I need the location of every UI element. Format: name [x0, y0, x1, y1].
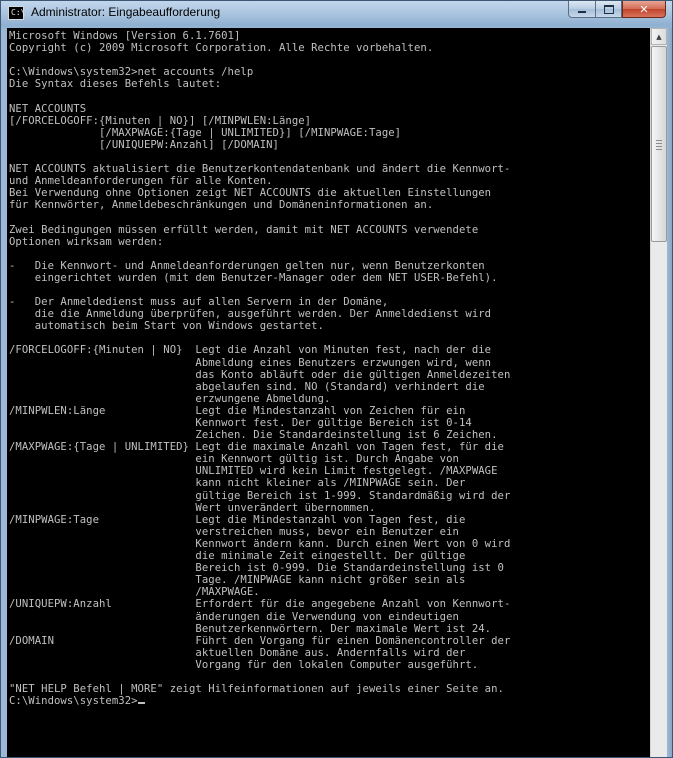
console-output: Microsoft Windows [Version 6.1.7601] Copyright (c) 2009 Microsoft Corporation. Alle Rechte vorbehalten. C:\Windows\system32>net accounts /help Die Syntax dieses Befehls lautet: NET ACCOUNTS [/FORCELOGOFF:{Minuten | NO}] [/MINPWLEN:Länge] [/MAXPWAGE:{Tage | UNLIMITED}] [/MINPWAGE:Tage] [/UNIQUEPW:Anzahl] [/DOMAIN] NET ACCOUNTS aktualisiert die Benutzerkontendatenbank und ändert die Kennwort- und Anmeldeanforderungen für alle Konten. Bei Verwendung ohne Optionen zeigt NET ACCOUNTS die aktuellen Einstellungen für Kennwörter, Anmeldebeschränkungen und Domäneninformationen an. Zwei Bedingungen müssen erfüllt werden, damit mit NET ACCOUNTS verwendete Optionen wirksam werden: - Die Kennwort- und Anmeldeanforderungen gelten nur, wenn Benutzerkonten eingerichtet wurden (mit dem Benutzer-Manager oder dem NET USER-Befehl). - Der Anmeldedienst muss auf allen Servern in der Domäne, die die Anmeldung überprüfen, ausgeführt werden. Der Anmeldedienst wird automatisch beim Start von Windows gestartet. /FORCELOGOFF:{Minuten | NO} Legt die Anzahl von Minuten fest, nach der die Abmeldung eines Benutzers erzwungen wird, wenn das Konto abläuft oder die gültigen Anmeldezeiten abgelaufen sind. NO (Standard) verhindert die erzwungene Abmeldung. /MINPWLEN:Länge Legt die Mindestanzahl von Zeichen für ein Kennwort fest. Der gültige Bereich ist 0-14 Zeichen. Die Standardeinstellung ist 6 Zeichen. /MAXPWAGE:{Tage | UNLIMITED} Legt die maximale Anzahl von Tagen fest, für die ein Kennwort gültig ist. Durch Angabe von UNLIMITED wird kein Limit festgelegt. /MAXPWAGE kann nicht kleiner als /MINPWAGE sein. Der gültige Bereich ist 1-999. Standardmäßig wird der Wert unverändert übernommen. /MINPWAGE:Tage Legt die Mindestanzahl von Tagen fest, die verstreichen muss, bevor ein Benutzer ein Kennwort ändern kann. Durch einen Wert von 0 wird die minimale Zeit eingestellt. Der gültige Bereich ist 0-999. Die Standardeinstellung ist 0 Tage. /MINPWAGE kann nicht größer sein als /MAXPWAGE. /UNIQUEPW:Anzahl Erfordert für die angegebene Anzahl von Kennwort- änderungen die Verwendung von eindeutigen Benutzerkennwörtern. Der maximale Wert ist 24. /DOMAIN Führt den Vorgang für einen Domänencontroller der aktuellen Domäne aus. Andernfalls wird der Vorgang für den lokalen Computer ausgeführt. "NET HELP Befehl | MORE" zeigt Hilfeinformationen auf jeweils einer Seite an.	[9, 30, 511, 696]
command-prompt: C:\Windows\system32>	[9, 695, 138, 708]
maximize-button[interactable]	[595, 1, 622, 18]
console-output-area[interactable]	[7, 28, 650, 758]
window-controls	[568, 1, 666, 19]
cmd-icon[interactable]	[8, 6, 24, 20]
scroll-up-arrow-icon: ▲	[656, 32, 662, 41]
title-bar[interactable]	[1, 1, 672, 29]
minimize-button[interactable]	[568, 1, 595, 18]
thumb-grip-line	[656, 146, 662, 147]
thumb-grip-line	[656, 143, 662, 144]
scroll-thumb[interactable]	[651, 46, 667, 242]
close-button[interactable]	[622, 1, 666, 18]
close-icon: ✕	[639, 2, 649, 16]
console-text	[9, 30, 510, 707]
cmd-icon-glyph: C:\	[11, 8, 26, 17]
thumb-grip-line	[656, 149, 662, 150]
thumb-grip-line	[656, 140, 662, 141]
scroll-up-button[interactable]	[651, 28, 667, 45]
window-title: Administrator: Eingabeaufforderung	[31, 5, 221, 19]
minimize-icon	[578, 11, 586, 13]
vertical-scrollbar[interactable]	[650, 28, 667, 758]
window-right-frame	[667, 28, 673, 758]
maximize-icon	[604, 5, 614, 14]
text-cursor	[138, 702, 145, 704]
